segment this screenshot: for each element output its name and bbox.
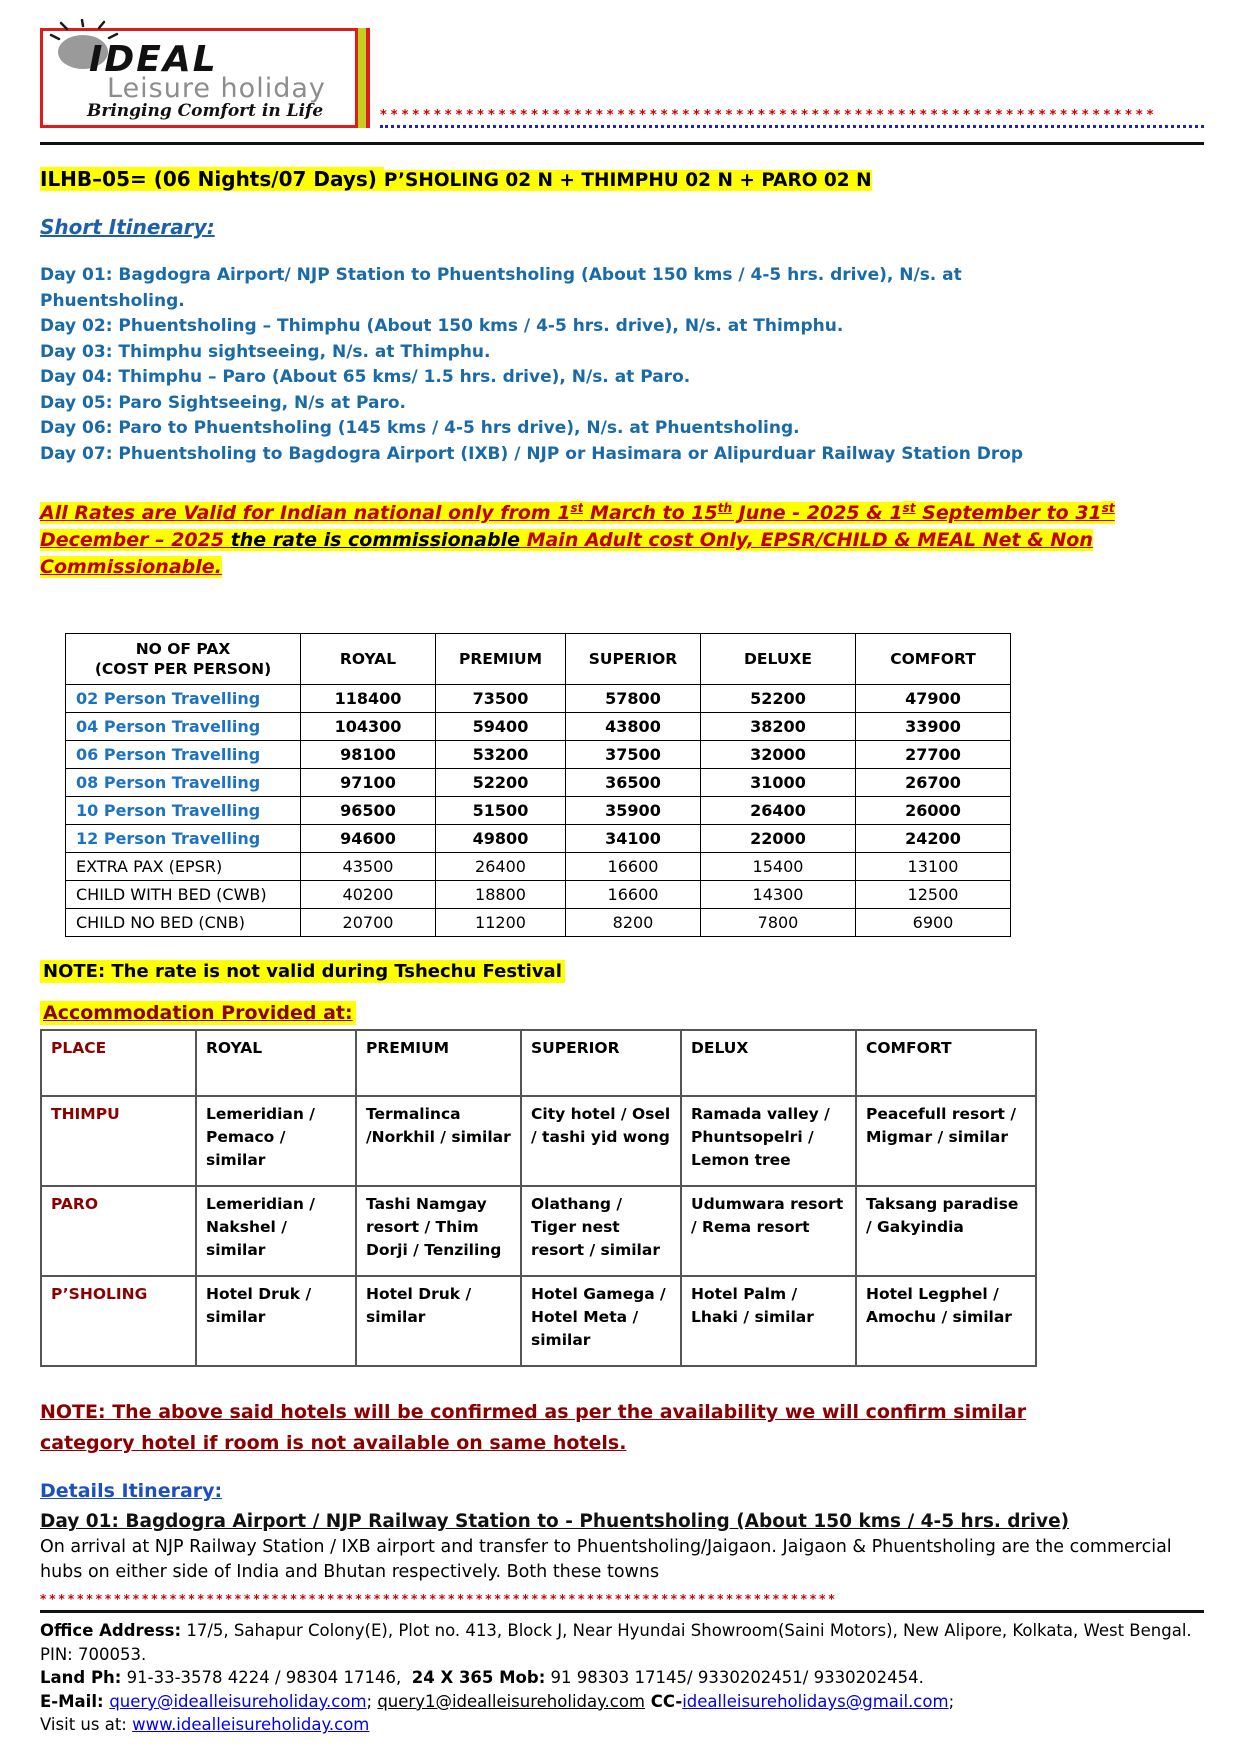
details-itinerary-heading: Details Itinerary: [40,1480,223,1503]
price-cell: 26700 [856,769,1011,797]
price-row-label: 06 Person Travelling [66,741,301,769]
col-header-superior: SUPERIOR [566,634,701,685]
short-itinerary-list [40,263,1040,467]
package-code: ILHB–05= (06 Nights/07 Days) [40,167,384,191]
page-header [40,28,1204,128]
company-logo [40,28,358,128]
col-header-deluxe: DELUXE [701,634,856,685]
hotel-availability-note: NOTE: The above said hotels will be confirmed as per the availability we will confirm similar category hotel if room is not available on same hotels. [40,1401,1027,1455]
price-cell: 52200 [436,769,566,797]
ordinal-suffix: st [902,501,916,515]
price-cell: 24200 [856,825,1011,853]
office-address-text: 17/5, Sahapur Colony(E), Plot no. 413, Block J, Near Hyundai Showroom(Saini Motors), New Alipore, Kolkata, West Bengal. PIN: 700053. [40,1621,1197,1664]
hotel-cell: Udumwara resort / Rema resort [681,1186,856,1276]
place-cell: THIMPU [41,1096,196,1186]
email-label: E-Mail: [40,1691,110,1711]
price-cell: 36500 [566,769,701,797]
col-header-place: PLACE [41,1030,196,1096]
price-cell: 8200 [566,909,701,937]
price-cell: 52200 [701,685,856,713]
price-cell: 6900 [856,909,1011,937]
hotel-cell: Hotel Druk / similar [196,1276,356,1366]
col-header-delux: DELUX [681,1030,856,1096]
email-link-secondary[interactable]: query1@idealleisureholiday.com [377,1691,646,1711]
hotel-cell: Tashi Namgay resort / Thim Dorji / Tenziling [356,1186,521,1276]
email-link-primary[interactable]: query@idealleisureholiday.com [109,1691,367,1711]
price-cell: 26400 [701,797,856,825]
price-row-label: 02 Person Travelling [66,685,301,713]
header-rule [40,142,1204,145]
itinerary-day-07: Day 07: Phuentsholing to Bagdogra Airport (IXB) / NJP or Hasimara or Alipurduar Railway Station Drop [40,443,1024,464]
website-link[interactable]: www.idealleisureholiday.com [132,1715,370,1735]
email-link-cc[interactable]: idealleisureholidays@gmail.com [682,1691,949,1711]
land-phone-label: Land Ph: [40,1668,122,1688]
price-cell: 14300 [701,881,856,909]
col-header-pax-line1: NO OF PAX [135,640,231,659]
col-header-comfort: COMFORT [856,1030,1036,1096]
price-row-label: 10 Person Travelling [66,797,301,825]
price-row-child-with-bed [66,881,1011,909]
price-cell: 104300 [301,713,436,741]
accommodation-table [40,1029,1037,1367]
validity-segment: June - 2025 & 1 [732,502,903,525]
hotel-cell: Taksang paradise / Gakyindia [856,1186,1036,1276]
price-cell: 57800 [566,685,701,713]
price-row-04-person [66,713,1011,741]
footer-asterisk-separator: ************************************************************************************** [40,1593,838,1607]
wavy-separator [380,125,1204,128]
price-cell: 94600 [301,825,436,853]
price-cell: 43800 [566,713,701,741]
col-header-premium: PREMIUM [356,1030,521,1096]
itinerary-day-06: Day 06: Paro to Phuentsholing (145 kms / 4-5 hrs drive), N/s. at Phuentsholing. [40,418,800,438]
package-route: P’SHOLING 02 N + THIMPHU 02 N + PARO 02 N [383,170,872,191]
cc-label: CC- [645,1691,683,1711]
hotel-cell: Hotel Legphel / Amochu / similar [856,1276,1036,1366]
col-header-comfort: COMFORT [856,634,1011,685]
hotel-cell: Hotel Gamega / Hotel Meta / similar [521,1276,681,1366]
logo-brand-sub: Leisure holiday [107,73,326,104]
price-cell: 118400 [301,685,436,713]
price-cell: 7800 [701,909,856,937]
price-row-label: 04 Person Travelling [66,713,301,741]
logo-brand-name: IDEAL [89,39,218,80]
price-cell: 37500 [566,741,701,769]
validity-segment: March to 15 [583,502,718,525]
hotel-cell: Olathang / Tiger nest resort / similar [521,1186,681,1276]
itinerary-day-03: Day 03: Thimphu sightseeing, N/s. at Thimphu. [40,341,491,362]
price-cell: 96500 [301,797,436,825]
price-row-08-person [66,769,1011,797]
footer-rule [40,1610,1204,1613]
website-line [40,1713,1204,1737]
price-cell: 53200 [436,741,566,769]
price-cell: 47900 [856,685,1011,713]
price-cell: 26400 [436,853,566,881]
office-address-label: Office Address: [40,1621,182,1641]
price-cell: 26000 [856,797,1011,825]
validity-segment: Main Adult cost Only, EPSR/CHILD & MEAL Net & Non Commissionable. [40,529,1093,579]
price-row-12-person [66,825,1011,853]
tshechu-note [40,959,1204,985]
price-row-label: CHILD NO BED (CNB) [66,909,301,937]
pricing-table [65,633,1011,937]
itinerary-day-04: Day 04: Thimphu – Paro (About 65 kms/ 1.5 hrs. drive), N/s. at Paro. [40,367,691,387]
details-day01-title: Day 01: Bagdogra Airport / NJP Railway Station to - Phuentsholing (About 150 kms / 4-5 hrs. drive) [40,1511,1070,1533]
hotel-cell: Ramada valley / Phuntsopelri / Lemon tree [681,1096,856,1186]
asterisk-separator: ************************************************************************ [380,108,1158,123]
itinerary-day-01: Day 01: Bagdogra Airport/ NJP Station to Phuentsholing (About 150 kms / 4-5 hrs. drive), N/s. at Phuentsholing. [40,265,962,311]
price-row-label: 12 Person Travelling [66,825,301,853]
price-cell: 11200 [436,909,566,937]
phone-line [40,1666,1204,1690]
itinerary-day-05: Day 05: Paro Sightseeing, N/s at Paro. [40,392,406,413]
col-header-superior: SUPERIOR [521,1030,681,1096]
logo-tagline: Bringing Comfort in Life [87,101,324,121]
price-cell: 49800 [436,825,566,853]
visit-us-label: Visit us at: [40,1715,133,1735]
price-cell: 22000 [701,825,856,853]
price-cell: 33900 [856,713,1011,741]
price-cell: 16600 [566,853,701,881]
accommodation-row-paro [41,1186,1036,1276]
price-cell: 16600 [566,881,701,909]
price-cell: 27700 [856,741,1011,769]
mobile-numbers: 91 98303 17145/ 9330202451/ 9330202454. [545,1668,924,1688]
hotel-cell: Lemeridian / Pemaco / similar [196,1096,356,1186]
email-line [40,1690,1204,1714]
mobile-label: 24 X 365 Mob: [411,1668,546,1688]
col-header-pax-line2: (COST PER PERSON) [94,660,272,679]
price-row-02-person [66,685,1011,713]
price-cell: 73500 [436,685,566,713]
accommodation-row-thimpu [41,1096,1036,1186]
price-row-06-person [66,741,1011,769]
hotel-cell: Lemeridian / Nakshel / similar [196,1186,356,1276]
price-cell: 38200 [701,713,856,741]
pricing-header-row [66,634,1011,685]
header-separator-area [358,108,1204,128]
price-cell: 18800 [436,881,566,909]
hotel-cell: Hotel Druk / similar [356,1276,521,1366]
price-cell: 31000 [701,769,856,797]
price-cell: 32000 [701,741,856,769]
price-row-label: EXTRA PAX (EPSR) [66,853,301,881]
col-header-pax [66,634,301,685]
price-row-label: CHILD WITH BED (CWB) [66,881,301,909]
tshechu-note-text: NOTE: The rate is not valid during Tshechu Festival [40,960,565,983]
col-header-royal: ROYAL [301,634,436,685]
email-line-end: ; [948,1691,955,1711]
land-phone-numbers: 91-33-3578 4224 / 98304 17146, [121,1668,412,1688]
price-cell: 59400 [436,713,566,741]
accommodation-header-row [41,1030,1036,1096]
validity-segment: September to 31 [915,502,1102,525]
price-row-extra-pax [66,853,1011,881]
package-title [40,165,1204,195]
ordinal-suffix: st [1101,501,1115,515]
price-row-10-person [66,797,1011,825]
price-row-child-no-bed [66,909,1011,937]
details-day01-body: On arrival at NJP Railway Station / IXB airport and transfer to Phuentsholing/Jaigaon. Jaigaon & Phuentsholing are the commercial hubs on either side of India and Bhutan respectively. Both these towns [40,1537,1172,1583]
itinerary-day-02: Day 02: Phuentsholing – Thimphu (About 150 kms / 4-5 hrs. drive), N/s. at Thimphu. [40,316,844,336]
price-cell: 51500 [436,797,566,825]
rate-validity-note [40,495,1175,581]
col-header-premium: PREMIUM [436,634,566,685]
logo-accent-stripe [358,28,370,128]
ordinal-suffix: st [570,501,584,515]
short-itinerary-heading: Short Itinerary: [40,215,215,239]
price-cell: 12500 [856,881,1011,909]
price-cell: 20700 [301,909,436,937]
price-cell: 13100 [856,853,1011,881]
validity-segment: December – 2025 [40,529,231,552]
email-separator: ; [366,1691,378,1711]
col-header-royal: ROYAL [196,1030,356,1096]
price-cell: 98100 [301,741,436,769]
price-row-label: 08 Person Travelling [66,769,301,797]
place-cell: P’SHOLING [41,1276,196,1366]
hotel-cell: City hotel / Osel / tashi yid wong [521,1096,681,1186]
accommodation-row-psholing [41,1276,1036,1366]
price-cell: 35900 [566,797,701,825]
place-cell: PARO [41,1186,196,1276]
price-cell: 40200 [301,881,436,909]
price-cell: 97100 [301,769,436,797]
footer-contact-block [40,1619,1204,1737]
validity-segment: All Rates are Valid for Indian national only from 1 [40,502,571,525]
hotel-cell: Peacefull resort / Migmar / similar [856,1096,1036,1186]
price-cell: 34100 [566,825,701,853]
office-address-line [40,1619,1204,1666]
commissionable-note: the rate is commissionable [230,529,520,552]
accommodation-heading [40,1001,1204,1025]
price-cell: 15400 [701,853,856,881]
accommodation-heading-text: Accommodation Provided at: [40,1001,356,1025]
price-cell: 43500 [301,853,436,881]
hotel-cell: Hotel Palm / Lhaki / similar [681,1276,856,1366]
hotel-cell: Termalinca /Norkhil / similar [356,1096,521,1186]
ordinal-suffix: th [717,501,733,515]
